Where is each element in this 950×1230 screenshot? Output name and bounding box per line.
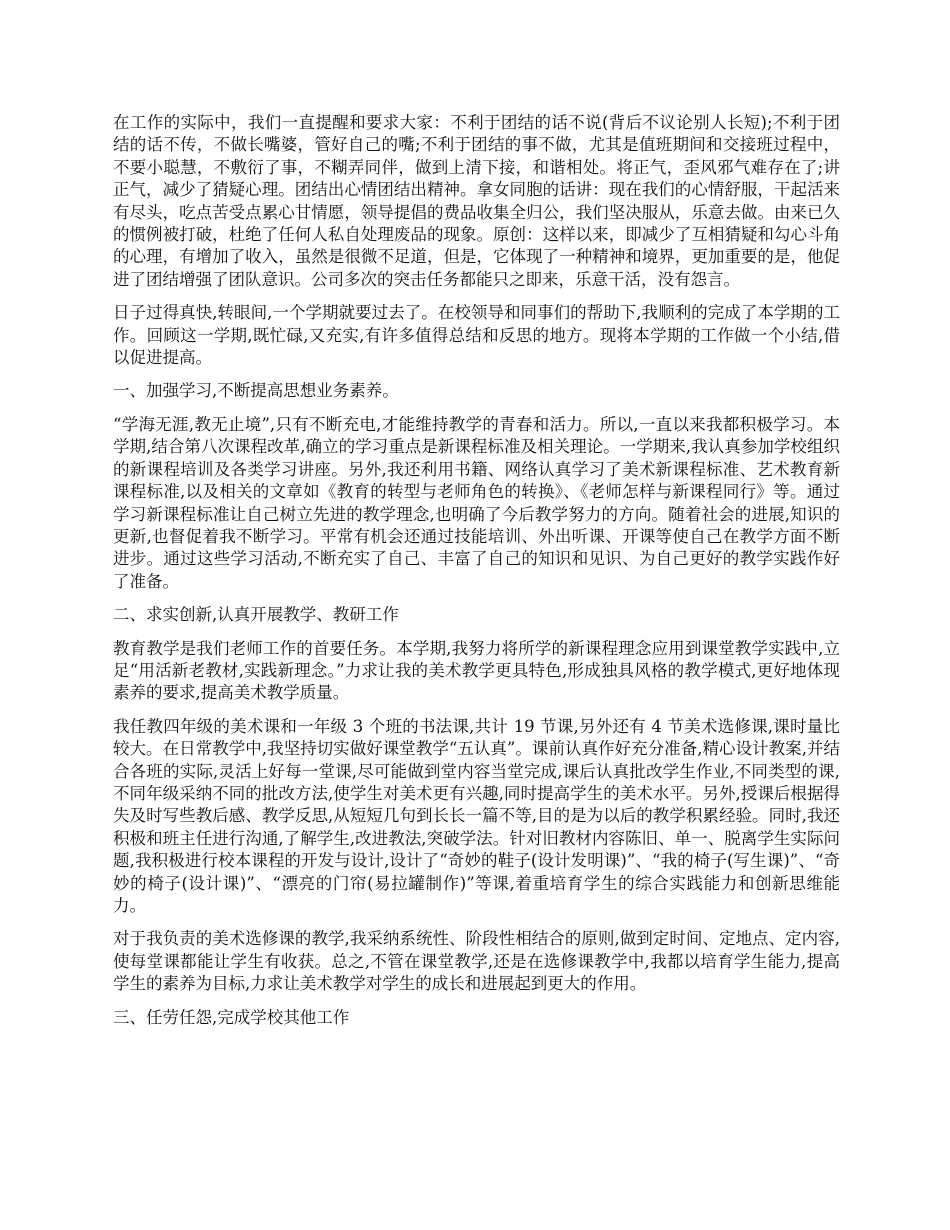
paragraph-learning: “学海无涯,教无止境”,只有不断充电,才能维持教学的青春和活力。所以,一直以来我都积极学习。本学期,结合第八次课程改革,确立的学习重点是新课程标准及相关理论。一学期来,我认真参加学校组织的新课程培训及各类学习讲座。另外,我还利用书籍、网络认真学习了美术新课程标准、艺术教育新课程标准,以及相关的文章如《教育的转型与老师角色的转换》、《老师怎样与新课程同行》等。通过学习新课程标准让自己树立先进的教学理念,也明确了今后教学努力的方向。随着社会的进展,知识的更新,也督促着我不断学习。平常有机会还通过技能培训、外出听课、开课等使自己在教学方面不断进步。通过这些学习活动,不断充实了自己、丰富了自己的知识和见识、为自己更好的教学实践作好了准备。 bbox=[113, 414, 840, 591]
document-body bbox=[113, 112, 840, 1040]
paragraph-teaching-details: 我任教四年级的美术课和一年级 3 个班的书法课,共计 19 节课,另外还有 4 节美术选修课,课时量比较大。在日常教学中,我坚持切实做好课堂教学“五认真”。课前认真作好充分准备,精心设计教案,并结合各班的实际,灵活上好每一堂课,尽可能做到堂内容当堂完成,课后认真批改学生作业,不同类型的课,不同年级采纳不同的批改方法,使学生对美术更有兴趣,同时提高学生的美术水平。另外,授课后根据得失及时写些教后感、教学反思,从短短几句到长长一篇不等,目的是为以后的教学积累经验。同时,我还积极和班主任进行沟通,了解学生,改进教法,突破学法。针对旧教材内容陈旧、单一、脱离学生实际问题,我积极进行校本课程的开发与设计,设计了“奇妙的鞋子(设计发明课)”、“我的椅子(写生课)”、“奇妙的椅子(设计课)”、“漂亮的门帘(易拉罐制作)”等课,着重培育学生的综合实践能力和创新思维能力。 bbox=[113, 716, 840, 915]
paragraph-teaching-goal: 教育教学是我们老师工作的首要任务。本学期,我努力将所学的新课程理念应用到课堂教学实践中,立足“用活新老教材,实践新理念。”力求让我的美术教学更具特色,形成独具风格的教学模式,更好地体现素养的要求,提高美术教学质量。 bbox=[113, 638, 840, 703]
paragraph-teamwork: 在工作的实际中，我们一直提醒和要求大家：不利于团结的话不说(背后不议论别人长短);不利于团结的话不传，不做长嘴婆，管好自己的嘴;不利于团结的事不做，尤其是值班期间和交接班过程中，不要小聪慧，不敷衍了事，不糊弄同伴，做到上清下接，和谐相处。将正气，歪风邪气难存在了;讲正气，减少了猜疑心理。团结出心情团结出精神。拿女同胞的话讲：现在我们的心情舒服，干起活来有尽头，吃点苦受点累心甘情愿，领导提倡的费品收集全归公，我们坚决服从，乐意去做。由来已久的惯例被打破，杜绝了任何人私自处理废品的现象。原创：这样以来，即减少了互相猜疑和勾心斗角的心理，有增加了收入，虽然是很微不足道，但是，它体现了一种精神和境界，更加重要的是，他促进了团结增强了团队意识。公司多次的突击任务都能只之即来，乐意干活，没有怨言。 bbox=[113, 113, 840, 289]
paragraph-elective: 对于我负责的美术选修课的教学,我采纳系统性、阶段性相结合的原则,做到定时间、定地点、定内容,使每堂课都能让学生有收获。总之,不管在课堂教学,还是在选修课教学中,我都以培育学生能力,提高学生的素养为目标,力求让美术教学对学生的成长和进展起到更大的作用。 bbox=[113, 929, 840, 994]
section-heading-3: 三、任劳任怨,完成学校其他工作 bbox=[113, 1007, 350, 1027]
section-heading-2: 二、求实创新,认真开展教学、教研工作 bbox=[113, 605, 399, 625]
section-heading-1: 一、加强学习,不断提高思想业务素养。 bbox=[113, 381, 399, 401]
paragraph-intro: 日子过得真快,转眼间,一个学期就要过去了。在校领导和同事们的帮助下,我顺利的完成了本学期的工作。回顾这一学期,既忙碌,又充实,有许多值得总结和反思的地方。现将本学期的工作做一个小结,借以促进提高。 bbox=[113, 303, 840, 368]
